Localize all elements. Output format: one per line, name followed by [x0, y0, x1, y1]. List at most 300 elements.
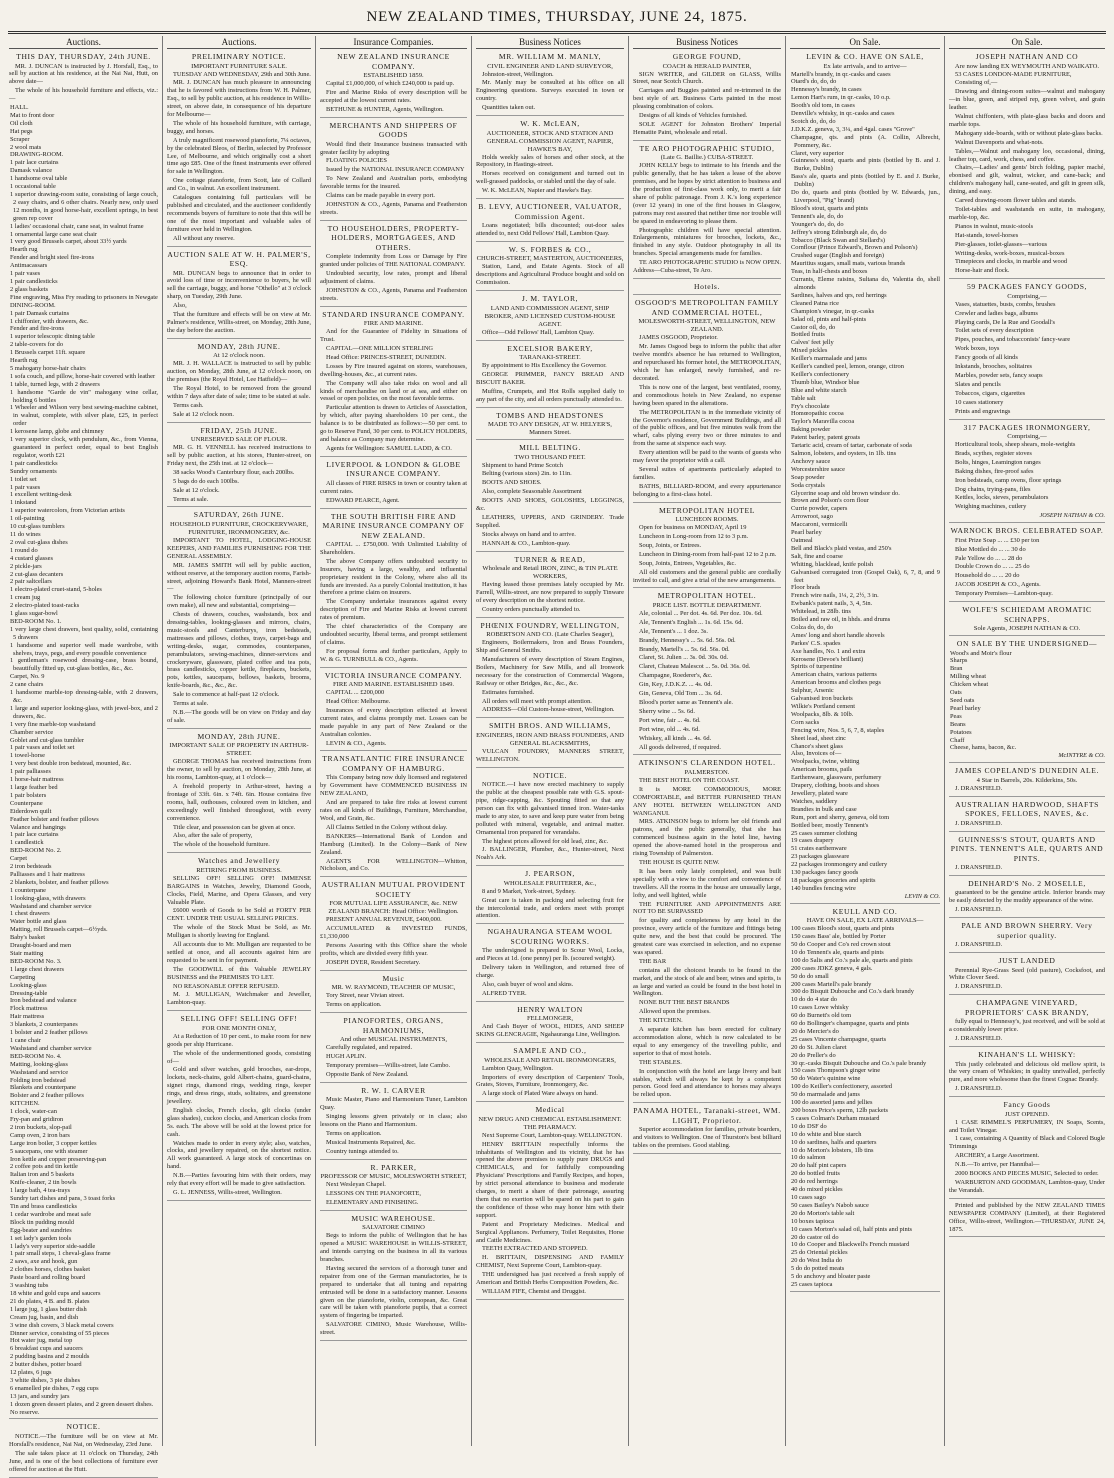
ad-list-item: Eiderdown quilt: [10, 807, 52, 815]
advertisement: [633, 298, 781, 502]
advertisement: [949, 639, 1105, 763]
ad-list-item: 20 do castor oil do: [791, 1233, 839, 1241]
ad-list-item: 1 pair palliasses: [10, 768, 51, 776]
ad-list-item: Galvanised iron buckets: [791, 695, 853, 703]
ad-paragraph: Port wine, fair ... 4s. 6d.: [639, 716, 701, 724]
ad-title: MONDAY, 28th JUNE.: [197, 731, 281, 741]
ad-list-item: Folding iron bedstead: [10, 1076, 66, 1084]
ad-paragraph: It is MORE COMMODIOUS, MORE COMFORTABLE, and BETTER FURNISHED THAN ANY HOTEL BETWEEN WELLINGTON AND WANGANUI.: [633, 785, 781, 817]
ad-list-item: 1 electro-plated cruet-stand, 5-holes: [10, 586, 102, 594]
ad-paragraph: ALFRED TYER.: [482, 989, 527, 997]
ad-subtitle: FOR ONE MONTH ONLY,: [202, 1024, 276, 1032]
ad-list-item: 200 boxes Price's sperm, 12lb packets: [791, 1107, 888, 1114]
ad-paragraph: J. DRANSFIELD.: [955, 819, 1003, 827]
ad-list-item: Woolpacks, 8lb. & 10lb.: [791, 710, 854, 718]
ad-paragraph: Terms on application.: [326, 1129, 382, 1137]
ad-list-item: Corn sacks: [791, 718, 820, 726]
ad-list-item: 1 handsome marble-top dressing-table, with 2 drawers, &c.: [10, 689, 158, 704]
ad-paragraph: Champagne, Roederer's, &c.: [639, 672, 713, 680]
ad-paragraph: Weighing machines, cutlery: [955, 503, 1027, 511]
ad-paragraph: And Cash Buyer of WOOL, HIDES, AND SHEEP SKINS GLENCRAGIE, Ngahauranga Line, Wellington.: [476, 1023, 624, 1039]
ad-paragraph: All accounts due to Mr. Mulligan are requested to be settled at once, and all accounts against him are requested to be sent in for payment.: [167, 941, 311, 964]
ad-subtitle: FELLMONGER,: [527, 1015, 573, 1023]
ad-paragraph: This is now one of the largest, best ventilated, roomy, and commodious hotels in New Zealand, no expense having been spared in the alterations.: [633, 383, 781, 407]
ad-list-item: American chairs, various patterns: [791, 671, 877, 679]
ad-list-item: KITCHEN.: [10, 1100, 40, 1108]
ad-paragraph: AGENTS FOR WELLINGTON—Whitton, Nicholson, and Co.: [320, 857, 467, 873]
ad-list-item: Tobacco (Black Swan and Stellard's): [791, 236, 886, 244]
ad-list-item: Salmon, lobsters, and oysters, in 1lb. tins: [791, 450, 897, 457]
ad-title: SELLING OFF! SELLING OFF!: [180, 1014, 298, 1024]
advertisement: [167, 510, 311, 728]
column-7: [946, 36, 1108, 1446]
column-3: [317, 36, 470, 1446]
ad-list-item: Scraper: [10, 135, 30, 143]
ad-paragraph: Estimates furnished.: [482, 688, 535, 696]
ad-list-item: Younger's do, do, do: [791, 220, 844, 228]
advertisement: [167, 250, 311, 339]
ad-paragraph: Undoubted security, low rates, prompt and liberal adjustment of claims.: [320, 270, 467, 285]
ad-title: ON SALE BY THE UNDERSIGNED—: [956, 639, 1098, 649]
ad-paragraph: Marbles, powder sets, fancy soaps: [955, 372, 1043, 379]
ad-list-item: 20 do West India do: [791, 1257, 843, 1265]
ad-subtitle: NEW DRUG AND CHEMICAL ESTABLISHMENT. THE PHARMACY.: [478, 1115, 622, 1131]
ad-list-item: 5 saucepans, one with steamer: [10, 1147, 88, 1155]
ad-list-item: 30 qr.-casks Bisquit Dubouche and Co.'s pale brandy: [791, 1059, 927, 1067]
ad-paragraph: Begs to inform the public of Wellington that he has opened a MUSIC WAREHOUSE in WILLIS-STREET, and intends carrying on the business in all its various branches.: [320, 1232, 467, 1263]
ad-title: THIS DAY, THURSDAY, 24th JUNE.: [16, 52, 151, 61]
ad-title: Music: [382, 973, 405, 983]
ad-paragraph: Chests of drawers, couches, washstands, box and dressing-tables, looking-glasses and mirrors, chairs, music-stools and Canterburys, iron bedsteads, mattresses and pillows, clothes, trays, carpet-bags and writing-desks, sugar, commodes, counterpanes, perambulators, sewing-machines, dinner-services and crockeryware, glassware, plated coffee and tea pots, brass candlesticks, copper kettle, fireplaces, buckets, pots, kettles, saucepans, bellows, baskets, brooms, knife-boards, &c., &c., &c.: [167, 611, 311, 690]
ad-list-item: 2 iron buckets, slop-pail: [10, 1123, 72, 1131]
ad-paragraph: THE undersigned has just received a fresh supply of American and British Herbs Composition Powders, &c.: [476, 1271, 624, 1287]
ad-paragraph: THE BEST HOTEL ON THE COAST.: [639, 776, 740, 784]
ad-list-item: Hair mattress: [10, 1013, 45, 1021]
ad-list-item: 1 superior telescopic dining table: [10, 333, 95, 341]
ad-paragraph: Writing-desks, work-boxes, musical-boxes: [955, 249, 1065, 257]
advertisement: [476, 555, 624, 618]
ad-list-item: 140 bundles fencing wire: [791, 884, 856, 892]
ad-subtitle: UNRESERVED SALE OF FLOUR.: [190, 436, 288, 444]
ad-list-item: French wire nails, 1¼, 2, 2½, 3 in.: [791, 592, 879, 600]
ad-list-item: 10 do Cooper and Blackwell's French mustard: [791, 1241, 910, 1249]
ad-paragraph: Next Wesleyan Chapel.: [326, 1181, 386, 1189]
ad-subtitle: (Late G. Baillie.) CUBA-STREET.: [660, 154, 754, 162]
ad-paragraph: Perennial Rye-Grass Seed (old pasture), Cocksfoot, and White Clover Seed.: [949, 966, 1105, 982]
ad-paragraph: The Company will also take risks on wool and all kinds of merchandise on land or at sea, and either on vessel or open policies, on the most favorable terms.: [320, 379, 467, 403]
ad-list-item: 10 do white and blue starch: [791, 1130, 862, 1138]
ad-paragraph: Having secured the services of a thorough tuner and repairer from one of the German manufactories, he is prepared to undertake that all tuning and repairing entrusted will be done in a satisfactory manner. Lessons given on the pianoforte, violin, cornopean, &c. Great care will be taken with pianoforte pupils, that a correct system of fingering be imparted.: [320, 1264, 467, 1320]
ad-list-item: Dinner service, consisting of 55 pieces: [10, 1329, 110, 1337]
ad-paragraph: LEVIN & CO., Agents.: [326, 739, 387, 747]
column-heading: Business Notices: [476, 36, 624, 49]
ad-list-item: Looking-glass: [10, 981, 47, 989]
ad-list-item: 1 horse-hair mattress: [10, 776, 64, 784]
ad-list-item: American brooms and clothes pegs: [791, 679, 881, 687]
ad-list-item: 1 set lady's garden tools: [10, 1234, 72, 1242]
ad-list-item: Sundry tart dishes and pans, 3 toast forks: [10, 1195, 116, 1203]
ad-title: THE SOUTH BRITISH FIRE AND MARINE INSURANCE COMPANY OF NEW ZEALAND.: [322, 511, 465, 540]
ad-list-item: Bolster and 2 feather pillows: [10, 1092, 84, 1100]
ad-subtitle: Ex late arrivals, and to arrive—: [823, 62, 907, 70]
ad-paragraph: The chief characteristics of the Company are undoubted security, liberal terms, and prompt settlement of claims.: [320, 623, 467, 646]
ad-list-item: Hearth rug: [10, 357, 38, 365]
ad-list-item: 200 cases Martell's pale brandy: [791, 980, 872, 988]
ad-list-item: Cheese, hams, bacon, &c.: [950, 744, 1017, 752]
ad-list-item: 25 cases Vincente champagne, quarts: [791, 1035, 887, 1043]
ad-paragraph: SELLING OFF! SELLING OFF! IMMENSE BARGAINS in Watches, Jewelry, Diamond Goods, Clocks, Field, Marine, and Opera Glasses, and very Valuable Plate.: [167, 874, 311, 906]
ad-list-item: Ames' long and short handle shovels: [791, 631, 885, 639]
ad-paragraph: Luncheon in Long-room from 12 to 3 p.m.: [639, 532, 749, 540]
advertisement: [949, 879, 1105, 918]
ad-paragraph: Consisting of,—: [955, 79, 998, 87]
ad-paragraph: Brandy, Hennessy's ... 5s. 6d. 56s. 0d.: [639, 636, 736, 644]
ad-paragraph: IMPORTANT TO HOTEL, LODGING-HOUSE KEEPERS, AND FAMILIES FURNISHING FOR THE GENERAL ASSEMBLY.: [167, 536, 311, 560]
ad-list-item: Floor brads: [791, 584, 821, 592]
ad-paragraph: Capital £1,000,000, of which £240,000 is paid up.: [326, 80, 455, 87]
ad-paragraph: Holds weekly sales of horses and other stock, at the Repository, in Hastings-street.: [476, 153, 624, 169]
ad-paragraph: Fancy goods of all kinds: [955, 354, 1018, 362]
ad-list-item: 1 Brussels carpet 11ft. square: [10, 349, 86, 357]
ad-item-list: [790, 71, 940, 893]
advertisement: [949, 1050, 1105, 1097]
ad-list-item: Italian iron and 5 baskets: [10, 1171, 75, 1179]
ad-paragraph: Inkstands, brooches, solitaires: [955, 363, 1033, 371]
ad-paragraph: Engineers, Boilermakers, Iron and Brass Founders, Ship and General Smiths.: [476, 639, 624, 655]
ad-list-item: Currants, Eleme raisins, Sultana do, Valentia do, shell almonds: [791, 276, 940, 291]
ad-subtitle: SALVATORE CIMINO: [362, 1224, 425, 1232]
ad-list-item: Ewbank's patent nails, 3, 4, 5in.: [791, 600, 873, 608]
ad-paragraph: The undersigned is prepared to Scour Wool, Locks, and Pieces at 1d. (one penny) per lb. (scoured weight).: [476, 947, 624, 963]
ad-paragraph: Playing cards, De la Rue and Goodall's: [955, 318, 1056, 326]
ad-title: TRANSATLANTIC FIRE INSURANCE COMPANY OF HAMBURG.: [322, 754, 465, 773]
ad-title: VICTORIA INSURANCE COMPANY.: [324, 670, 463, 680]
ad-list-item: Soda crystals: [791, 481, 825, 489]
ad-list-item: Colza do, do, do: [791, 623, 834, 631]
ad-paragraph: Soup, Joints, Entrees, Vegetables, &c.: [639, 559, 736, 567]
ad-list-item: Homœopathic cocoa: [791, 410, 844, 418]
ad-paragraph: All orders will meet with prompt attention.: [482, 697, 592, 705]
ad-list-item: Sardines, halves and qrs, red herrings: [791, 291, 887, 299]
ad-paragraph: N.B.—Parties favouring him with their orders, may rely that every effort will be made to give satisfaction.: [167, 1172, 311, 1188]
ad-paragraph: WILLIAM FIFE, Chemist and Druggist.: [482, 1287, 587, 1295]
masthead-rule: [8, 31, 1106, 32]
ad-title: TOMBS AND HEADSTONES: [496, 410, 604, 420]
ad-paragraph: English clocks, French clocks, gilt clocks (under glass shades), cuckoo clocks, and American clocks from 5s. each. The above will be sold at the lowest price for cash.: [167, 1106, 311, 1138]
ad-list-item: 3 wine dish covers, 3 black metal covers: [10, 1321, 114, 1329]
ad-list-item: 100 do assorted jams and jellies: [791, 1099, 873, 1107]
ad-list-item: 2 oval cut-glass dishes: [10, 538, 68, 546]
ad-paragraph: Mr. Manly may be consulted at his office on all Engineering questions. Surveys executed in town or country.: [476, 79, 624, 103]
ad-paragraph: 1 CASE RIMMEL'S PERFUMERY, IN Soaps, Scents, and Toilet Vinegar.: [949, 1118, 1105, 1134]
ad-list-item: 1 pair bolsters: [10, 791, 47, 799]
ad-paragraph: Patent and Proprietary Medicines. Medical and Surgical Appliances. Perfumery, Toilet Requisites, Horse and Cattle Medicines.: [476, 1220, 624, 1244]
ad-list-item: 20 do bottled fruits: [791, 1170, 840, 1178]
advertisement: [320, 671, 467, 752]
ad-paragraph: Gin, Geneva, Old Tom ... 3s. 6d.: [639, 690, 723, 698]
ad-item-list: [790, 925, 940, 1289]
ad-list-item: 1 cream jug: [10, 594, 41, 602]
ad-subtitle: Wholesale and Retail IRON, ZINC, & TIN PLATE WORKERS,: [482, 565, 618, 581]
column-rule: [628, 36, 629, 1446]
column-2: [164, 36, 314, 1446]
ad-paragraph: N.B.—The goods will be on view on Friday and day of sale.: [167, 709, 311, 724]
ad-paragraph: Country tunings attended to.: [326, 1147, 399, 1155]
ad-list-item: Beans: [950, 720, 966, 728]
ad-paragraph: Temporary premises—Willis-street, late Cambo.: [326, 1061, 451, 1069]
ad-list-item: 19 cases drapery: [791, 837, 834, 845]
ad-title: GUINNESS'S STOUT, QUARTS AND PINTS. TENNENT'S ALE, QUARTS AND PINTS.: [950, 834, 1104, 863]
masthead-title: NEW ZEALAND TIMES, THURSDAY, JUNE 24, 1875.: [366, 9, 748, 25]
ad-list-item: 1 very best double iron bedstead, mounted, &c.: [10, 760, 132, 768]
ad-list-item: 1 very superior clock, with pendulum, &c., from Vienna, guaranteed in perfect order, equal to best English regulator, worth £21: [10, 436, 158, 459]
ad-paragraph: CAPITAL ... £750,000. With Unlimited Liability of Shareholders.: [320, 541, 467, 556]
ad-title: 59 PACKAGES FANCY GOODS,: [966, 282, 1088, 292]
advertisement: [320, 880, 467, 970]
ad-paragraph: Sale at 12 o'clock noon.: [173, 410, 234, 418]
advertisement: [949, 998, 1105, 1047]
ad-list-item: Oats: [950, 689, 962, 697]
ad-paragraph: JOHNSTON & CO., Agents, Panama and Featherston streets.: [320, 286, 467, 302]
ad-list-item: Goblet and cut-glass tumbler: [10, 736, 85, 744]
advertisement: [320, 1086, 467, 1160]
ad-paragraph: GEORGE PRIMMER, FANCY BREAD AND BISCUIT BAKER.: [476, 370, 624, 386]
ad-paragraph: TE ARO PHOTOGRAPHIC STUDIO is NOW OPEN. Address—Cuba-street, Te Aro.: [633, 259, 781, 275]
ad-paragraph: FLOATING POLICIES: [326, 157, 387, 165]
ad-list-item: 1 occasional table: [10, 183, 56, 191]
ad-list-item: 1 sofa couch, and pillow, horse-hair covered with leather: [10, 372, 156, 380]
column-heading: Insurance Companies.: [320, 36, 467, 49]
ad-paragraph: To New Zealand and Australian ports, embodying favorable terms for the insured.: [320, 175, 467, 191]
ad-paragraph: MR. JAMES SMITH will sell by public auction, without reserve, at the temporary auction rooms, Farish-street, adjoining Howard's Bank Hotel, Manners-street—: [167, 561, 311, 593]
ad-paragraph: BANKERS—International Bank of London and Hamburg (Limited). In the Colony—Bank of New Zealand.: [320, 832, 467, 856]
ad-list-item: Fine engraving, Miss Fry reading to prisoners in Newgate: [10, 293, 158, 301]
advertisement: [167, 426, 311, 508]
advertisement: [476, 344, 624, 408]
ad-paragraph: 8 and 9 Market, York-street, Sydney.: [482, 887, 576, 895]
ad-paragraph: Persons Assuring with this Office share the whole profits, which are divided every fifth year.: [320, 942, 467, 957]
ad-list-item: Sundry ornaments: [10, 467, 57, 475]
ad-paragraph: Hat-stands, towel-horses: [955, 231, 1019, 239]
ad-paragraph: THE FURNITURE AND APPOINTMENTS ARE NOT TO BE SURPASSED: [633, 900, 781, 916]
ad-list-item: Cleaned Patna rice: [791, 299, 839, 307]
ad-list-item: Scotch do, do, do: [791, 117, 836, 125]
ad-title: OSGOOD'S METROPOLITAN FAMILY AND COMMERCIAL HOTEL,: [634, 298, 780, 317]
ad-list-item: Iron bedstead and valance: [10, 997, 77, 1005]
ad-subtitle: AUCTIONEER, STOCK AND STATION AND GENERAL COMMISSION AGENT, NAPIER, HAWKE'S BAY,: [486, 129, 614, 153]
ad-item-list: [949, 650, 1105, 753]
column-rule: [162, 36, 163, 1446]
ad-list-item: Also, Invoices of—: [791, 750, 842, 758]
ad-list-item: Bell and Black's plaid vestas, and 250's: [791, 544, 892, 552]
ad-paragraph: Whiskey, all kinds ... 4s. 6d.: [639, 734, 712, 742]
ad-subtitle: And other MUSICAL INSTRUMENTS,: [339, 1036, 448, 1044]
ad-list-item: Milling wheat: [950, 673, 987, 681]
ad-paragraph: Muffins, Crumpets, and Hot Rolls supplied daily to any part of the city, and all orders punctually attended to.: [476, 387, 624, 403]
advertisement: [320, 1163, 467, 1211]
ad-subtitle: COACH & HERALD PAINTER,: [662, 62, 752, 70]
ad-title: AUSTRALIAN MUTUAL PROVIDENT SOCIETY: [321, 880, 466, 899]
ad-list-item: Counterpane: [10, 799, 43, 807]
ad-subtitle: 4 Star in Barrels, 20s. Kilderkins, 50s.: [976, 776, 1078, 784]
ad-subtitle: Sole Agents, JOSEPH NATHAN & CO.: [973, 625, 1081, 633]
ad-list-item: Fender and bright steel fire-irons: [10, 254, 95, 262]
advertisement: [476, 443, 624, 552]
column-heading: On Sale.: [949, 36, 1105, 49]
ad-list-item: 1 large jug, 1 glass butter dish: [10, 1305, 87, 1313]
ad-list-item: 5 mahogany horse-hair chairs: [10, 364, 86, 372]
ad-list-item: 22 packages ironmongery and cutlery: [791, 861, 888, 869]
ad-list-item: 2 blankets, bolster, and feather pillows: [10, 878, 109, 886]
ad-paragraph: J. DRANSFIELD.: [955, 983, 1003, 991]
ad-list-item: Knife-cleaner, 2 tin bowls: [10, 1179, 77, 1187]
ad-paragraph: Several suites of apartments particularly adapted to families.: [633, 465, 781, 481]
ad-list-item: 1 handsome oval table: [10, 175, 68, 183]
ad-list-item: Keiller's marmalade and jams: [791, 355, 867, 363]
ad-subtitle: WHOLESALE AND RETAIL IRONMONGERS,: [484, 1056, 616, 1064]
ad-paragraph: 1 case, containing A Quantity of Black and Colored Bugle Trimmings: [949, 1135, 1105, 1151]
ad-paragraph: Watches made to order in every style; also, watches, clocks, and jewellery repaired, on the shortest notice. All work guaranteed. A large stock of concertinas on hand.: [167, 1139, 311, 1171]
ad-list-item: Whiting, blacklead, knife polish: [791, 560, 874, 568]
ad-paragraph: The whole of the household furniture.: [173, 841, 270, 849]
ad-paragraph: contains all the choicest brands to be found in the market, and the stock of ale and beer, wines and spirits, is as large and varied as could be found in the best hotel in Wellington.: [633, 966, 781, 998]
ad-list-item: Keiller's confectionery: [791, 370, 850, 378]
ad-paragraph: A separate kitchen has been erected for culinary accommodation alone, which is now calculated to be equal to any emergency of the travelling public, and superior to that of most hotels.: [633, 1026, 781, 1057]
ad-title: R. W. I. CARVER: [361, 1085, 426, 1095]
advertisement: [633, 282, 781, 296]
ad-paragraph: Terms at sale.: [173, 495, 209, 503]
ad-list-item: Galvanised corrugated iron (Gospel Oak), 6, 7, 8, and 9 feet: [791, 568, 940, 584]
ad-title: Medical: [535, 1105, 565, 1115]
ad-list-item: Brandies in bulk and case: [791, 805, 857, 813]
ad-paragraph: Open for business on MONDAY, April 19: [639, 524, 747, 532]
advertisement: [476, 52, 624, 116]
ad-paragraph: Superior accommodation for families, private boarders, and visitors to Wellington. One of Thurston's best billiard tables on the premises. Good stabling.: [633, 1126, 781, 1150]
ad-list-item: Watches, saddlery: [791, 797, 838, 805]
ad-list-item: 10 do Tennent's ale, quarts and pints: [791, 948, 884, 956]
ad-list-item: 12 plates, 6 jugs: [10, 1369, 52, 1377]
ad-title: PANAMA HOTEL, Taranaki-street, WM. LIGHT, Proprietor.: [633, 1106, 781, 1125]
ad-paragraph: One cottage pianoforte, from Scott, late of Collard and Co., in walnut. An excellent instrument.: [167, 177, 311, 193]
ad-list-item: Soap powder: [791, 473, 825, 481]
ad-list-item: Blankets and counterpane: [10, 1084, 77, 1092]
ad-list-item: 10 do Morton's lobsters, 1lb tins: [791, 1146, 874, 1154]
ad-list-item: 13 jars, and sundry jars: [10, 1392, 70, 1400]
ad-paragraph: Kettles, locks, sieves, perambulators: [955, 494, 1049, 502]
advertisement: [167, 1014, 311, 1201]
ad-subtitle: FIRE AND MARINE.: [363, 320, 424, 328]
ad-paragraph: 2000 BOOKS AND PIECES MUSIC, Selected to order.: [955, 1170, 1099, 1178]
ad-list-item: Iron kettle and copper preserving-pan: [10, 1155, 107, 1163]
ad-list-item: 20 do half pint capers: [791, 1162, 847, 1170]
ad-list-item: 2 glass baskets: [10, 285, 48, 293]
ad-list-item: Antimacassars: [10, 262, 48, 270]
ad-paragraph: Great care is taken in packing and selecting fruit for the intercolonial trade, and orders meet with prompt attention.: [476, 896, 624, 920]
ad-list-item: DRAWING-ROOM.: [10, 151, 64, 159]
ad-list-item: 1 pair small steps, 1 cheval-glass frame: [10, 1250, 111, 1258]
ad-list-item: Jeffrey's strong Edinburgh ale, do, do: [791, 228, 887, 236]
ad-title: TURNER & READ,: [514, 554, 586, 564]
ad-list-item: 2 cut-glass decanters: [10, 570, 64, 578]
ad-list-item: 10 cut-glass tumblers: [10, 523, 65, 531]
ad-list-item: 40 do mixed pickles: [791, 1186, 843, 1194]
ad-title: SATURDAY, 26th JUNE.: [193, 510, 285, 520]
ad-list-item: 20 do St. Julien claret: [791, 1043, 847, 1051]
ad-paragraph: In conjunction with the hotel are large livery and bait stables, which will always be kept by a competent person. Good feed and attendance to horses may always be relied upon.: [633, 1067, 781, 1099]
ad-list-item: Arrowroot, sago: [791, 513, 833, 521]
advertisement: [476, 927, 624, 1001]
ad-title: TO HOUSEHOLDERS, PROPERTY-HOLDERS, MORTGAGEES, AND OTHERS.: [327, 223, 460, 252]
ad-paragraph: PRESENT ANNUAL REVENUE, £400,000.: [326, 916, 442, 924]
ad-paragraph: Pale Yellow do ... ... 28 do: [955, 554, 1023, 562]
advertisement: [476, 869, 624, 924]
advertisement: [790, 907, 940, 1292]
ad-paragraph: Printed and published by the NEW ZEALAND TIMES NEWSPAPER COMPANY (Limited), at their Registered Office, Willis-street, Wellington.—THURSDAY, JUNE 24, 1875.: [949, 1201, 1105, 1233]
advertisement: [476, 721, 624, 767]
advertisement: [167, 52, 311, 247]
ad-paragraph: JOHN KELLY begs to intimate to his friends and the public generally, that he has taken a lease of the above premises, and he hopes by strict attention to business and the production of first-class work only, to merit a fair share of public patronage. From J. K.'s long experience (over 12 years) in one of the first houses in Glasgow, patrons may rest assured that neither time nor trouble will be spared in endeavoring to please them.: [633, 162, 781, 225]
ad-list-item: 2 iron bedsteads: [10, 863, 52, 871]
ad-paragraph: Music Master, Piano and Harmonium Tuner, Lambton Quay.: [320, 1096, 467, 1112]
ad-list-item: 3 white dishes, 3 pie dishes: [10, 1376, 80, 1384]
ad-list-item: 10 do DSF do: [791, 1122, 827, 1130]
ad-list-item: 50 do marmalade and jams: [791, 1091, 860, 1099]
ad-list-item: 25 cases summer clothing: [791, 829, 858, 837]
ad-list-item: 150 cases Bass' ale, bottled by Porter: [791, 933, 886, 941]
ad-list-item: Palliasses and 1 hair mattress: [10, 870, 85, 878]
ad-list-item: Mauritius sugars, small mats, various brands: [791, 260, 906, 268]
ad-subtitle: TARANAKI-STREET.: [519, 354, 581, 361]
ad-list-item: Teas, in half-chests and boxes: [791, 268, 868, 276]
column-rule: [944, 36, 945, 1446]
ad-list-item: Baby's basket: [10, 934, 46, 942]
ad-title: NEW ZEALAND INSURANCE COMPANY.: [337, 52, 450, 71]
column-heading: Auctions.: [9, 36, 158, 49]
ad-list-item: 2 pair saltcellars: [10, 578, 52, 586]
ad-list-item: 2 table-covers for do: [10, 341, 64, 349]
ad-paragraph: Bolts, hinges, Leamington ranges: [955, 458, 1041, 466]
ad-list-item: Blood's stout, quarts and pints: [791, 204, 868, 212]
ad-list-item: 1 toilet set: [10, 475, 37, 483]
ad-list-item: 2 clothes horses, clothes basket: [10, 1266, 91, 1274]
ad-paragraph: The above Company offers undoubted security to Insurers, having a large, wealthy, and influential proprietary resident in the Colony, where also all its funds are invested. As a purely Colonial institution, it has therefore a prime claim on insurers.: [320, 557, 467, 597]
ad-list-item: Hot water jug, metal top: [10, 1337, 73, 1345]
ad-subtitle: LAND AND COMMISSION AGENT, SHIP BROKER, AND LICENSED CUSTOM-HOUSE AGENT.: [484, 304, 616, 328]
ad-list-item: Tennent's ale, do, do: [791, 212, 844, 220]
ad-list-item: Paste board and rolling board: [10, 1274, 86, 1282]
ad-paragraph: Terms cash.: [173, 401, 204, 409]
advertisement: [633, 1106, 781, 1154]
ad-subtitle: ROBERTSON AND CO. (Late Charles Seager),: [486, 631, 614, 639]
ad-paragraph: Slates and pencils: [955, 380, 1001, 388]
ad-paragraph: Vases, statuettes, busts, combs, brushes: [955, 300, 1056, 308]
ad-paragraph: Brads, scythes, register stoves: [955, 449, 1032, 457]
ad-paragraph: The Royal Hotel, to be removed from the ground within 7 days after date of sale; time to be stated at sale.: [167, 385, 311, 400]
ad-title: KINAHAN'S LL WHISKY:: [978, 1050, 1076, 1059]
advertisement: [476, 1005, 624, 1043]
ad-paragraph: M. J. MULLIGAN, Watchmaker and Jeweller, Lambton-quay.: [167, 991, 311, 1007]
ad-list-item: 1 Wheeler and Wilson very best sewing-machine cabinet, in walnut, complete, with silver plate, £25, in perfect order: [10, 404, 158, 428]
ad-paragraph: Head Office: Melbourne.: [326, 698, 391, 706]
ad-subtitle: HAVE ON SALE, EX LATE ARRIVALS—: [806, 917, 924, 925]
ad-list-item: Stair matting: [10, 950, 44, 957]
ad-paragraph: BATHS, BILLIARD-ROOM, and every appurtenance belonging to a first-class hotel.: [633, 482, 781, 498]
ad-paragraph: Insurances of every description effected at lowest current rates, and claims promptly met. Losses can be made payable in any part of New Zealand or the Australian colonies.: [320, 706, 467, 738]
advertisement: [633, 52, 781, 141]
ad-paragraph: NOTICE.—The furniture will be on view at Mr. Horsfall's residence, Nai Nai, on Wednesday, 23rd June.: [9, 1432, 158, 1448]
ad-list-item: Washstand and service: [10, 1068, 69, 1076]
ad-paragraph: Country orders punctually attended to.: [482, 605, 581, 613]
